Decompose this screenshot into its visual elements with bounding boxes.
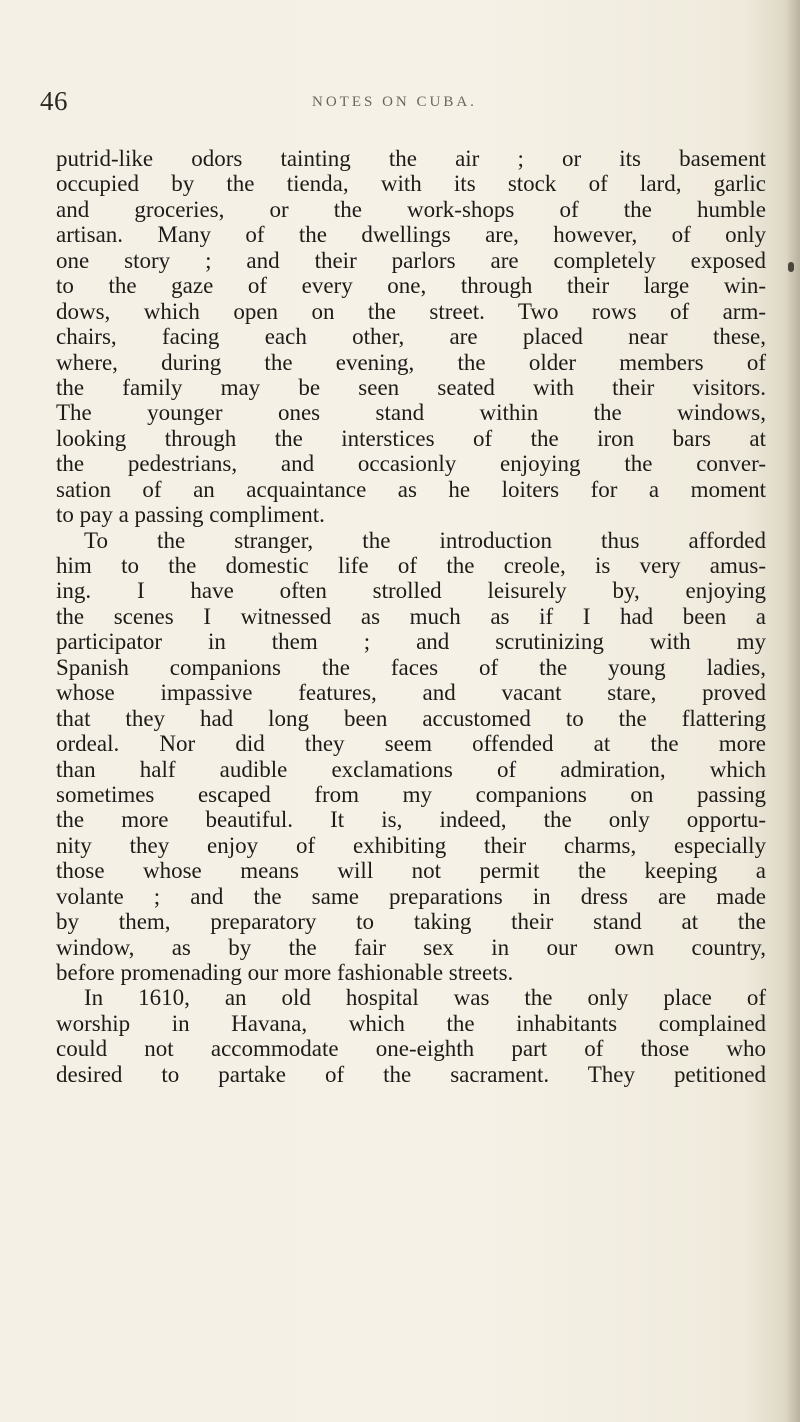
page-header [40,86,760,120]
text-line: than half audible exclamations of admiration, which [56,756,766,782]
text-line: to pay a passing compliment. [56,502,325,528]
text-line: occupied by the tienda, with its stock of lard, garlic [56,171,766,197]
text-line: participator in them ; and scrutinizing with my [56,629,766,655]
text-line: before promenading our more fashionable streets. [56,960,514,985]
page-edge-shadow [786,0,800,1422]
text-line: worship in Havana, which the inhabitants complained [56,1010,766,1036]
text-line: to the gaze of every one, through their large win- [56,273,766,299]
text-line: could not accommodate one-eighth part of those who [56,1036,766,1062]
text-line: putrid-like odors tainting the air ; or its basement [56,146,766,171]
text-line: artisan. Many of the dwellings are, however, of only [56,222,766,248]
text-line: the pedestrians, and occasionly enjoying the conver- [56,451,766,477]
text-line: ing. I have often strolled leisurely by, enjoying [56,578,766,604]
running-head: NOTES ON CUBA. [312,94,477,110]
text-line: the scenes I witnessed as much as if I had been a [56,603,766,629]
body-text [56,146,766,1087]
text-line: desired to partake of the sacrament. They petitioned [56,1061,766,1087]
text-line: To the stranger, the introduction thus afforded [84,527,766,553]
text-line: by them, preparatory to taking their stand at the [56,909,766,935]
ink-mark [788,262,794,272]
text-line: and groceries, or the work-shops of the humble [56,196,766,222]
text-line: volante ; and the same preparations in dress are made [56,883,766,909]
text-line: the family may be seen seated with their visitors. [56,374,766,400]
text-line: dows, which open on the street. Two rows of arm- [56,298,766,324]
text-line: chairs, facing each other, are placed near these, [56,324,766,350]
text-line: In 1610, an old hospital was the only place of [84,985,766,1011]
text-line: nity they enjoy of exhibiting their charms, especially [56,832,766,858]
page-number: 46 [40,86,68,116]
text-line: one story ; and their parlors are completely exposed [56,247,766,273]
text-line: looking through the interstices of the iron bars at [56,425,766,451]
text-line: him to the domestic life of the creole, is very amus- [56,553,766,578]
text-line: sometimes escaped from my companions on passing [56,781,766,807]
text-line: Spanish companions the faces of the young ladies, [56,654,766,680]
text-line: those whose means will not permit the keeping a [56,858,766,884]
text-line: window, as by the fair sex in our own country, [56,934,766,960]
text-line: where, during the evening, the older members of [56,349,766,375]
text-line: The younger ones stand within the windows, [56,400,766,426]
text-line: that they had long been accustomed to the flattering [56,705,766,731]
text-line: whose impassive features, and vacant stare, proved [56,680,766,706]
text-line: ordeal. Nor did they seem offended at the more [56,731,766,757]
text-line: sation of an acquaintance as he loiters for a moment [56,476,766,502]
text-line: the more beautiful. It is, indeed, the only opportu- [56,807,766,833]
